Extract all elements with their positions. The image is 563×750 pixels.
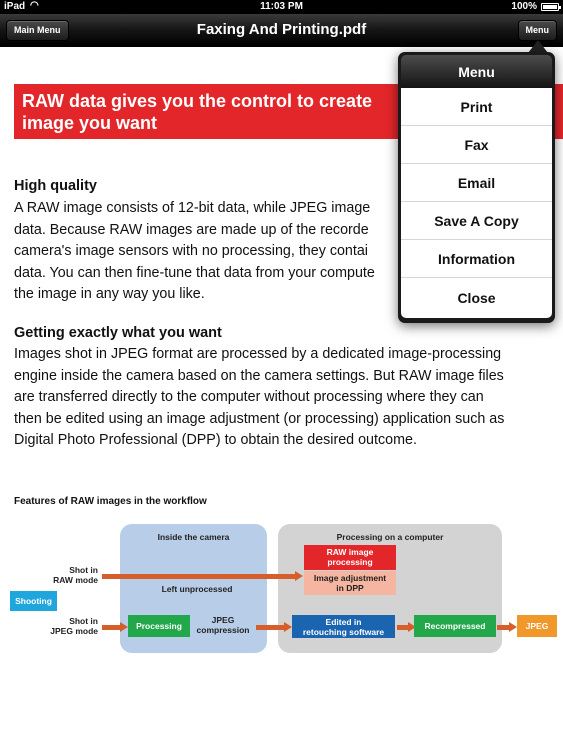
label-line: Shot in (69, 616, 98, 626)
carrier-label: iPad (4, 1, 26, 12)
paragraph-line: camera's image sensors with no processing, they contai (14, 243, 368, 259)
menu-list (401, 88, 552, 318)
jpeg-output-box: JPEG (517, 615, 557, 637)
region-label: Processing on a computer (336, 532, 444, 542)
label-line: RAW mode (53, 575, 98, 585)
shot-raw-label (40, 565, 98, 585)
banner-line: RAW data gives you the control to create (22, 91, 373, 111)
arrow-raw-path (102, 574, 296, 579)
shot-jpeg-label (40, 616, 98, 636)
document-title: Faxing And Printing.pdf (196, 21, 367, 38)
status-bar (0, 0, 563, 14)
image-adjustment-box (304, 571, 396, 595)
menu-item-print[interactable]: Print (401, 88, 552, 126)
menu-popover-title: Menu (401, 55, 552, 88)
jpeg-compression-label (193, 615, 253, 635)
paragraph-line: engine inside the camera based on the camera settings. But RAW image files (14, 367, 504, 384)
paragraph-line: then be edited using an image adjustment (or processing) application such as (14, 410, 505, 427)
paragraph-line: data. You can then fine-tune that data from your compute (14, 264, 375, 281)
navigation-bar (0, 14, 563, 47)
paragraph-line: data. Because RAW images are made up of the recorde (14, 221, 369, 238)
arrow-to-recompress (397, 625, 409, 630)
paragraph-line: the image in any way you like. (14, 286, 205, 302)
shooting-box: Shooting (10, 591, 57, 611)
box-line: in DPP (336, 583, 364, 593)
region-label: Inside the camera (157, 532, 230, 542)
paragraph-line: A RAW image consists of 12-bit data, while JPEG image (14, 200, 371, 216)
box-line: retouching software (302, 627, 385, 637)
status-time: 11:03 PM (260, 1, 303, 12)
label-line: JPEG (211, 615, 235, 625)
section-heading: High quality (14, 178, 97, 194)
box-line: RAW image (326, 547, 374, 557)
paragraph-line: Digital Photo Professional (DPP) to obtain the desired outcome. (14, 432, 417, 448)
main-menu-button[interactable]: Main Menu (6, 20, 69, 41)
left-unprocessed-label: Left unprocessed (161, 584, 233, 594)
banner-line: image you want (22, 113, 158, 133)
diagram-title: Features of RAW images in the workflow (14, 496, 207, 507)
label-line: Shot in (69, 565, 98, 575)
label-line: compression (196, 625, 250, 635)
menu-item-save-a-copy[interactable]: Save A Copy (401, 202, 552, 240)
paragraph-line: are transferred directly to the computer without processing where they can (14, 389, 484, 405)
recompressed-box: Recompressed (414, 615, 496, 637)
raw-processing-box (304, 545, 396, 570)
arrow-jpeg-in (102, 625, 121, 630)
menu-popover (398, 52, 555, 323)
arrow-to-edit (256, 625, 285, 630)
menu-item-fax[interactable]: Fax (401, 126, 552, 164)
menu-item-email[interactable]: Email (401, 164, 552, 202)
box-line: Image adjustment (313, 573, 387, 583)
box-line: processing (327, 557, 373, 567)
box-line: Edited in (325, 617, 362, 627)
arrow-to-jpeg (497, 625, 510, 630)
section-paragraph (14, 344, 563, 452)
menu-item-information[interactable]: Information (401, 240, 552, 278)
menu-button[interactable]: Menu (518, 20, 558, 41)
menu-item-close[interactable]: Close (457, 290, 496, 306)
edited-retouching-box (292, 615, 395, 638)
wifi-icon: ◠ (30, 0, 39, 11)
battery-percent: 100% (511, 1, 537, 12)
paragraph-line: Images shot in JPEG format are processed by a dedicated image-processing (14, 346, 502, 362)
section-heading: Getting exactly what you want (14, 325, 222, 341)
processing-box: Processing (128, 615, 190, 637)
battery-icon (541, 3, 559, 11)
label-line: JPEG mode (50, 626, 98, 636)
